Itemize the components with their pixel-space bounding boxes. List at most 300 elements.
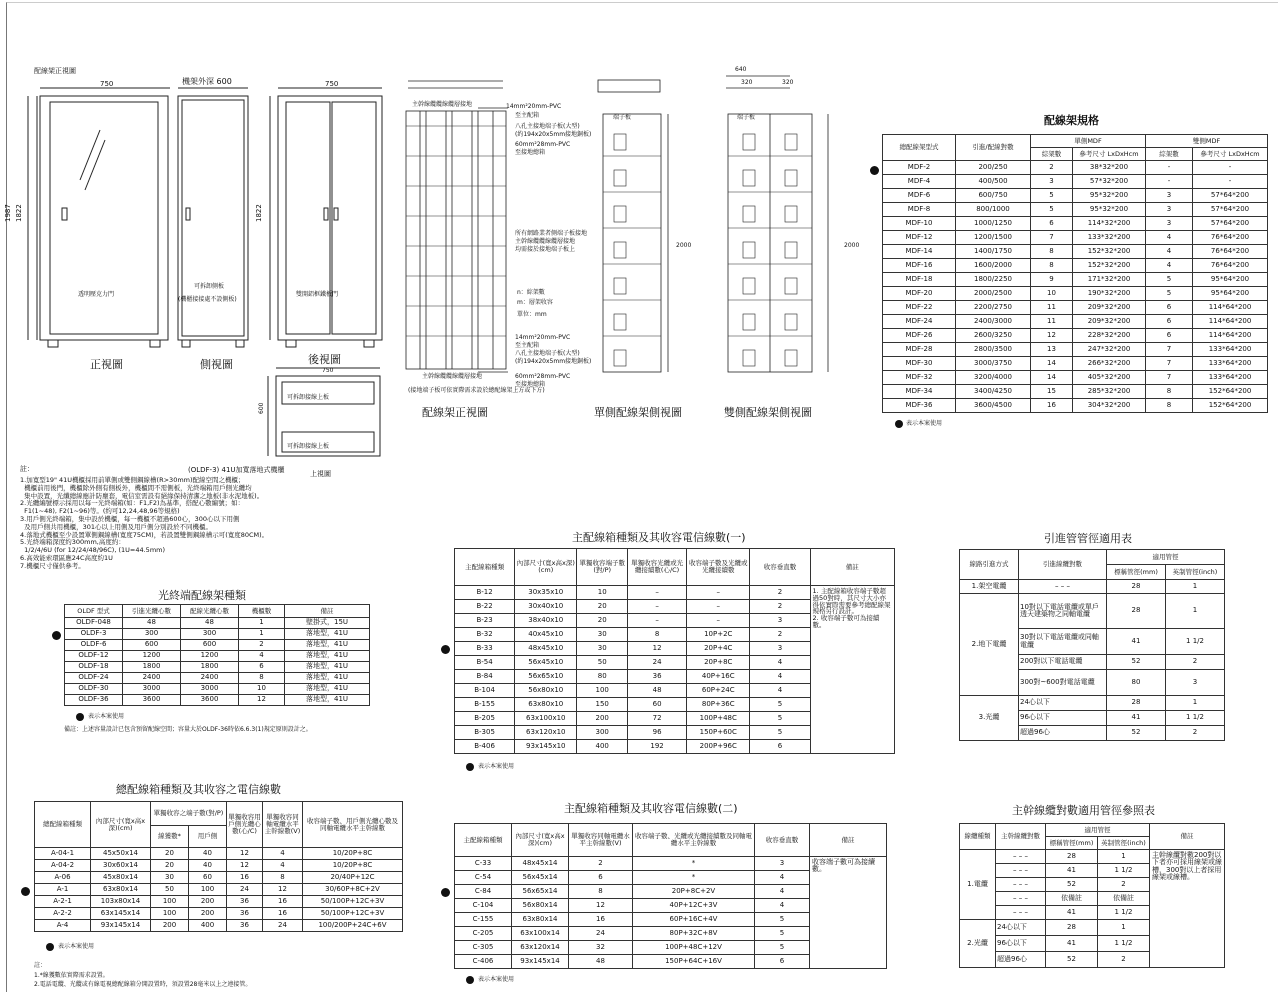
table-cell: 1200 (181, 651, 239, 662)
table-cell: 7 (1146, 357, 1193, 371)
cell-inch: 1 (1166, 594, 1225, 629)
table-header: 單獨收容光纜或光纜接續數(心/C) (628, 549, 687, 586)
table-cell: 4 (1146, 245, 1193, 259)
table-cell: 50/100P+12C+3V (303, 896, 403, 908)
table-cell: 36 (227, 920, 263, 932)
header-frames: 綜架數 (1146, 148, 1193, 161)
dim-front-width: 750 (100, 80, 114, 88)
dim-2000-single: 2000 (676, 242, 692, 249)
table-cell: 48 (628, 684, 687, 698)
main-box-1-table (454, 548, 895, 754)
table-cell: 95*64*200 (1193, 273, 1268, 287)
mdf-annotation: 60mm²28mm-PVC (515, 373, 571, 380)
table-cell: 4 (750, 684, 810, 698)
cell-cable: 1.電纜 (960, 850, 996, 920)
table-cell: 8 (263, 872, 303, 884)
mdf-front-view-caption: 配線架正視圖 (422, 406, 488, 419)
table-cell: 63x120x10 (515, 726, 577, 740)
cell-pairs: – – – (1019, 580, 1107, 594)
selected-row-bullet (870, 166, 879, 175)
table-cell: MDF-4 (883, 175, 956, 189)
table-cell: 63x145x14 (91, 908, 151, 920)
cell-pairs: 300對~600對電話電纜 (1019, 670, 1107, 696)
table-cell: 228*32*200 (1073, 329, 1146, 343)
table-cell: 247*32*200 (1073, 343, 1146, 357)
cell-inch: 2 (1166, 726, 1225, 741)
header-type: 線纜種類 (960, 824, 996, 850)
table-cell: 76*64*200 (1193, 259, 1268, 273)
table-cell: 60P+16C+4V (633, 913, 755, 927)
table-cell: 2200/2750 (956, 301, 1031, 315)
main-box-1-legend: 表示本案使用 (478, 763, 515, 770)
cabinet-drawings (10, 70, 395, 465)
table-cell: 150 (577, 698, 628, 712)
front-door-note: 透明壓克力門 (78, 291, 115, 298)
table-cell: 24 (628, 656, 687, 670)
cell-mm: 41 (1046, 864, 1098, 878)
table-cell: 48 (181, 618, 239, 629)
table-cell: 1800 (123, 662, 181, 673)
table-cell: 12 (628, 642, 687, 656)
table-cell: 20/40P+12C (303, 872, 403, 884)
table-cell: C-84 (455, 885, 512, 899)
table-cell: 3 (1031, 175, 1073, 189)
total-note-2: 2.電話電纜、光纜或有線電視總配線箱分開設置時，須設置28毫米以上之連接管。 (34, 981, 252, 988)
table-cell: 114*64*200 (1193, 301, 1268, 315)
table-cell: 56x45x10 (515, 656, 577, 670)
table-cell: 6 (1146, 329, 1193, 343)
table-cell: 8 (1146, 399, 1193, 413)
table-cell: - (1193, 161, 1268, 175)
table-cell: 6 (239, 662, 285, 673)
table-cell: B-84 (455, 670, 515, 684)
header-applicable: 適用管徑 (1107, 550, 1225, 565)
table-cell: 30x40x10 (515, 600, 577, 614)
table-cell: MDF-22 (883, 301, 956, 315)
header-applicable: 適用管徑 (1046, 824, 1150, 837)
cell-method: 1.架空電纜 (960, 580, 1019, 594)
table-cell: – (628, 614, 687, 628)
table-cell: 3000/3750 (956, 357, 1031, 371)
table-cell: 405*32*200 (1073, 371, 1146, 385)
table-cell: 1800 (181, 662, 239, 673)
table-cell: 7 (1146, 371, 1193, 385)
table-cell: 63x120x14 (512, 941, 569, 955)
table-cell: 300 (181, 629, 239, 640)
table-cell: 30/60P+8C+2V (303, 884, 403, 896)
table-cell: 152*32*200 (1073, 245, 1146, 259)
cell-inch: 依備註 (1098, 892, 1150, 906)
cell-pairs: – – – (996, 906, 1046, 920)
table-cell: 56x65x10 (515, 670, 577, 684)
side-view-caption: 側視圖 (200, 358, 233, 371)
table-cell: A-1 (35, 884, 91, 896)
table-cell: MDF-12 (883, 231, 956, 245)
table-cell: 2 (1031, 161, 1073, 175)
table-cell: 2400 (123, 673, 181, 684)
mdf-annotation: 八孔主接地端子板(大型) (515, 123, 580, 130)
table-cell: 4 (755, 871, 810, 885)
note-line: 1/2/4/6U (for 12/24/48/96C), (1U=44.5mm) (20, 546, 166, 555)
table-header: 主配線箱種類 (455, 549, 515, 586)
table-cell: 2400 (181, 673, 239, 684)
header-pairs: 引進/配線對數 (956, 135, 1031, 161)
dim-door-height: 1822 (15, 204, 23, 222)
table-cell: 190*32*200 (1073, 287, 1146, 301)
table-cell: MDF-24 (883, 315, 956, 329)
selected-row-bullet (441, 645, 450, 654)
table-cell: 落地型，41U (285, 695, 370, 706)
table-row (883, 343, 1268, 357)
note-line: 3.用戶側光終端箱，集中設於機櫃，每一機櫃不超過600心，300心以下用側 (20, 514, 240, 523)
table-cell: A-2-1 (35, 896, 91, 908)
table-cell: 95*32*200 (1073, 189, 1146, 203)
table-header: 備註 (810, 549, 894, 586)
table-cell: MDF-16 (883, 259, 956, 273)
back-view-caption: 後視圖 (308, 353, 341, 366)
cell-pairs: 超過96心 (996, 952, 1046, 968)
table-cell: 20 (151, 860, 189, 872)
cell-pairs: 96心以下 (996, 936, 1046, 952)
table-cell: 落地型，41U (285, 684, 370, 695)
table-cell: 56x45x14 (512, 871, 569, 885)
table-cell: MDF-26 (883, 329, 956, 343)
table-cell: C-33 (455, 857, 512, 871)
table-cell: 3 (1146, 189, 1193, 203)
table-row (883, 287, 1268, 301)
table-cell: 48x45x10 (515, 642, 577, 656)
cell-pairs: 96心以下 (1019, 711, 1107, 726)
table-row (883, 273, 1268, 287)
cell-mm: 28 (1107, 580, 1166, 594)
table-cell: 30x60x14 (91, 860, 151, 872)
table-row (65, 618, 370, 629)
cell-inch: 1 (1166, 696, 1225, 711)
table-row (65, 640, 370, 651)
table-header: 內部尺寸(寬x高x深)(cm) (512, 824, 569, 857)
table-cell: 5 (750, 712, 810, 726)
table-cell: - (1146, 161, 1193, 175)
header-mm: 標稱管徑(mm) (1046, 837, 1098, 850)
conduit-title: 引進管管徑適用表 (1044, 532, 1132, 545)
table-cell: 7 (1031, 231, 1073, 245)
single-side-caption: 單側配線架側視圖 (594, 406, 682, 419)
table-cell: 95*32*200 (1073, 203, 1146, 217)
table-header: 收容垂直數 (750, 549, 810, 586)
table-cell: 落地型，41U (285, 629, 370, 640)
table-cell: B-32 (455, 628, 515, 642)
header-frames: 綜架數 (1031, 148, 1073, 161)
table-cell: 200 (189, 908, 227, 920)
table-cell: 12 (263, 884, 303, 896)
dim-320-b: 320 (782, 79, 794, 86)
table-cell: 60 (628, 698, 687, 712)
table-cell: 200 (577, 712, 628, 726)
table-cell: 57*64*200 (1193, 217, 1268, 231)
table-cell: 114*64*200 (1193, 315, 1268, 329)
table-cell: 80P+36C (687, 698, 750, 712)
mdf-annotation: (約194x20x5mm接地銅板) (515, 131, 592, 138)
table-cell: 114*64*200 (1193, 329, 1268, 343)
table-cell: 1200/1500 (956, 231, 1031, 245)
header-terminals: 單獨收容之端子數(對/P) (151, 802, 227, 826)
table-cell: 32 (569, 941, 633, 955)
table-cell: 48 (123, 618, 181, 629)
rack-label-double: 端子板 (737, 114, 756, 121)
table-cell: 24 (227, 884, 263, 896)
main-box-2-remark: 收容端子數可為接續數。 (810, 857, 887, 969)
note-line: 6.高效能索環區應24C高度約1U (20, 553, 113, 562)
header-note: 備註 (1150, 824, 1225, 850)
cell-inch: 1 (1098, 850, 1150, 864)
table-row (883, 175, 1268, 189)
table-cell: 2000/2500 (956, 287, 1031, 301)
table-cell: MDF-36 (883, 399, 956, 413)
mdf-annotation: 八孔主接地端子板(大型) (515, 350, 580, 357)
table-cell: B-12 (455, 586, 515, 600)
table-cell: 7 (1146, 343, 1193, 357)
table-cell: 93x145x10 (515, 740, 577, 754)
table-cell: 壁掛式，15U (285, 618, 370, 629)
table-cell: 38*32*200 (1073, 161, 1146, 175)
table-cell: 200P+96C (687, 740, 750, 754)
table-cell: 5 (1146, 287, 1193, 301)
notes-label: 註： (20, 465, 34, 473)
table-cell: 3 (750, 614, 810, 628)
legend-bullet (466, 763, 474, 771)
note-line: 及用戶側共用機櫃，301心以上用側及用戶側分別設於不同機櫃。 (20, 522, 213, 531)
total-note-label: 註： (34, 962, 47, 969)
table-cell: 落地型，41U (285, 673, 370, 684)
table-cell: 36 (628, 670, 687, 684)
cell-mm: 28 (1107, 696, 1166, 711)
table-cell: 63x80x14 (91, 884, 151, 896)
header-single: 單側MDF (1031, 135, 1146, 148)
table-cell: 2600/3250 (956, 329, 1031, 343)
header-double: 雙側MDF (1146, 135, 1268, 148)
note-line: 集中設置，光纖總線應計防塵套，電信室需設有絕緣保持清潔之地板(非水泥地板)。 (20, 491, 264, 500)
table-cell: A-2-2 (35, 908, 91, 920)
table-header: 備註 (285, 605, 370, 618)
cell-pairs: 超過96心 (1019, 726, 1107, 741)
table-cell: 100/200P+24C+6V (303, 920, 403, 932)
table-cell: 20P+8C (687, 656, 750, 670)
table-cell: B-54 (455, 656, 515, 670)
cell-mm: 52 (1046, 952, 1098, 968)
table-cell: – (687, 600, 750, 614)
cell-mm: 41 (1107, 629, 1166, 655)
table-cell: 3000 (123, 684, 181, 695)
dim-back-height: 1822 (255, 204, 263, 222)
table-cell: 40 (189, 860, 227, 872)
table-cell: 3 (750, 642, 810, 656)
total-box-legend: 表示本案使用 (58, 943, 95, 950)
table-cell: 16 (227, 872, 263, 884)
cell-pairs: – – – (996, 864, 1046, 878)
table-cell: 落地型，41U (285, 640, 370, 651)
table-cell: 10/20P+8C (303, 848, 403, 860)
table-cell: MDF-28 (883, 343, 956, 357)
table-cell: * (633, 857, 755, 871)
cell-pairs: – – – (996, 892, 1046, 906)
table-cell: 63x80x14 (512, 913, 569, 927)
table-cell: 48 (569, 955, 633, 969)
table-cell: 落地型，41U (285, 651, 370, 662)
legend-bullet (466, 976, 474, 984)
conduit-table (959, 549, 1225, 741)
cell-inch: 2 (1166, 655, 1225, 670)
table-cell: 20 (151, 848, 189, 860)
cell-pairs: 30對以下電話電纜或同軸電纜 (1019, 629, 1107, 655)
note-line: 機櫃前用後門，機櫃除外側有側板外，機櫃間不需側板，光終端箱用戶側光纜均 (20, 483, 252, 492)
table-row (883, 203, 1268, 217)
header-inch: 英制管徑(inch) (1166, 565, 1225, 580)
table-cell: 6 (1031, 217, 1073, 231)
table-cell: 266*32*200 (1073, 357, 1146, 371)
table-cell: C-205 (455, 927, 512, 941)
cell-inch: 1 1/2 (1098, 864, 1150, 878)
table-row (883, 231, 1268, 245)
table-cell: 20 (577, 614, 628, 628)
table-cell: 20P+4C (687, 642, 750, 656)
table-cell: 80 (577, 670, 628, 684)
note-line: 1.加寬型19" 41U機櫃採用前單側或雙側鋼線槽(R>30mm)配線空間之機櫃； (20, 476, 245, 484)
table-row (883, 385, 1268, 399)
table-cell: 152*64*200 (1193, 399, 1268, 413)
table-cell: 5 (1031, 203, 1073, 217)
table-header: 備註 (810, 824, 887, 857)
table-cell: 1600/2000 (956, 259, 1031, 273)
cell-mm: 52 (1107, 655, 1166, 670)
table-cell: – (628, 586, 687, 600)
table-cell: 100P+48C+12V (633, 941, 755, 955)
top-panel-label-1: 可拆卸接線上板 (287, 394, 330, 401)
table-cell: 8 (628, 628, 687, 642)
table-cell: 103x80x14 (91, 896, 151, 908)
table-row (35, 884, 403, 896)
cell-mm: 28 (1046, 850, 1098, 864)
table-cell: 10/20P+8C (303, 860, 403, 872)
mdf-annotation: 14mm²20mm-PVC (515, 334, 571, 341)
table-cell: 3 (1146, 203, 1193, 217)
table-cell: 24 (263, 920, 303, 932)
table-cell: 57*64*200 (1193, 203, 1268, 217)
table-cell: B-23 (455, 614, 515, 628)
cell-mm: 28 (1107, 594, 1166, 629)
table-cell: 76*64*200 (1193, 245, 1268, 259)
table-cell: 6 (1146, 301, 1193, 315)
table-cell: 5 (755, 941, 810, 955)
table-cell: MDF-14 (883, 245, 956, 259)
table-header: 收容端子數、光纜或光纜接續數及同軸電纜水平主幹線數 (633, 824, 755, 857)
table-cell: 200/250 (956, 161, 1031, 175)
cell-mm: 41 (1046, 936, 1098, 952)
table-header: OLDF 型式 (65, 605, 123, 618)
table-cell: 5 (1031, 189, 1073, 203)
cell-inch: 1 (1166, 580, 1225, 594)
note-line: F1(1~48), F2(1~96)等。(約可12,24,48,96等規格) (20, 507, 180, 516)
table-cell: 4 (750, 670, 810, 684)
header-size: 內部尺寸(寬x高x深)(cm) (91, 802, 151, 848)
table-cell: 50/100P+12C+3V (303, 908, 403, 920)
table-cell: B-22 (455, 600, 515, 614)
mdf-annotation: 均需接於接地端子板上 (515, 246, 576, 253)
total-note-1: 1.*線獲數依實際需求設置。 (34, 972, 109, 979)
table-cell: 192 (628, 740, 687, 754)
top-panel-label-2: 可拆卸接線上板 (287, 443, 330, 450)
table-row (883, 357, 1268, 371)
table-cell: MDF-30 (883, 357, 956, 371)
main-box-2-table (454, 823, 887, 969)
table-cell: 600/750 (956, 189, 1031, 203)
table-cell: 3600 (123, 695, 181, 706)
mdf-spec-title: 配線架規格 (1044, 114, 1099, 127)
cell-pairs: 10對以下電話電纜或單戶透天建築物之同軸電纜 (1019, 594, 1107, 629)
table-cell: – (687, 586, 750, 600)
mdf-annotation: 至接地總箱 (515, 381, 546, 388)
dim-2000-double: 2000 (844, 242, 860, 249)
side-panel-note: 可拆卸側板 (194, 283, 225, 290)
selected-row-bullet (52, 631, 61, 640)
mdf-annotation: 主幹線纜纜線纜層接地 (515, 238, 576, 245)
table-cell: 24 (569, 927, 633, 941)
top-view-depth: 600 (258, 402, 265, 414)
dim-depth: 機架外深 600 (182, 77, 232, 86)
table-header: 收容端子數及光纜或光纜接續數 (687, 549, 750, 586)
table-cell: 12 (1031, 329, 1073, 343)
mdf-annotation: 至接地總箱 (515, 149, 546, 156)
table-cell: 30 (577, 628, 628, 642)
table-cell: 16 (263, 908, 303, 920)
table-cell: 100 (189, 884, 227, 896)
table-cell: 3000 (181, 684, 239, 695)
table-cell: * (633, 871, 755, 885)
total-box-title: 總配線箱種類及其收容之電信線數 (116, 783, 281, 796)
table-cell: 4 (755, 899, 810, 913)
header-type: 總配線架型式 (883, 135, 956, 161)
oldf-title: 光終端配線架種類 (158, 589, 246, 602)
trunk-title: 主幹線纜對數適用管徑參照表 (1012, 804, 1155, 817)
double-side-caption: 雙側配線架側視圖 (724, 406, 812, 419)
trunk-table (959, 823, 1225, 968)
note-line: 4.落地式機櫃至少設置單側鋼線槽(寬度75CM)，若設置雙側鋼線槽示可(寬度80CM)。 (20, 530, 269, 539)
table-cell: 4 (755, 885, 810, 899)
table-cell: 4 (750, 656, 810, 670)
table-row (883, 399, 1268, 413)
table-cell: 133*64*200 (1193, 357, 1268, 371)
table-cell: B-104 (455, 684, 515, 698)
header-t1: 線獲數* (151, 826, 189, 848)
mdf-annotation: 主幹線纜纜線纜層接地 (422, 373, 483, 380)
table-cell: 96 (628, 726, 687, 740)
table-cell: A-06 (35, 872, 91, 884)
total-box-table (34, 801, 403, 932)
table-cell: 6 (755, 955, 810, 969)
table-row (35, 848, 403, 860)
table-row (65, 695, 370, 706)
table-cell: 30 (151, 872, 189, 884)
table-cell: 12 (227, 860, 263, 872)
table-row (65, 684, 370, 695)
table-cell: 4 (239, 651, 285, 662)
table-cell: 5 (1146, 273, 1193, 287)
table-row (883, 245, 1268, 259)
table-cell: 133*64*200 (1193, 371, 1268, 385)
table-cell: 15 (1031, 385, 1073, 399)
table-cell: OLDF-24 (65, 673, 123, 684)
mdf-annotation: n：綜架數 (517, 289, 545, 296)
table-cell: 3600 (181, 695, 239, 706)
